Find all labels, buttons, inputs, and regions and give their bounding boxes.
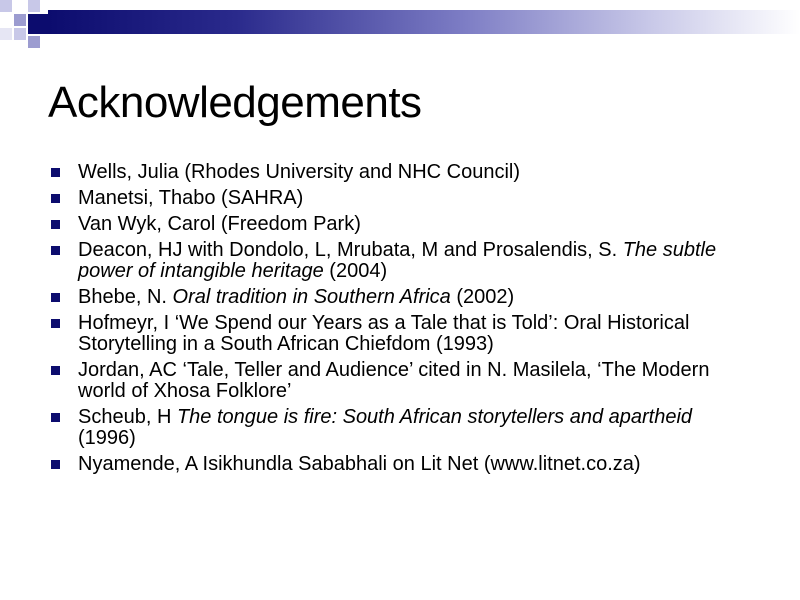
item-title: Oral tradition in Southern Africa bbox=[172, 286, 451, 308]
list-item bbox=[48, 407, 748, 449]
list-item bbox=[48, 360, 748, 402]
item-text: Scheub, H bbox=[78, 406, 177, 428]
header-gradient-bar bbox=[48, 10, 800, 34]
item-text: Deacon, HJ with Dondolo, L, Mrubata, M and Prosalendis, S. bbox=[78, 239, 623, 261]
bullet-icon bbox=[51, 168, 60, 177]
decor-square bbox=[28, 14, 48, 34]
bullet-icon bbox=[51, 319, 60, 328]
item-text: Van Wyk, Carol (Freedom Park) bbox=[78, 213, 361, 235]
item-text: Hofmeyr, I ‘We Spend our Years as a Tale that is Told’: Oral Historical Storytelling in a South African Chiefdom (1993) bbox=[78, 312, 690, 355]
list-item bbox=[48, 162, 748, 183]
item-text: Nyamende, A Isikhundla Sababhali on Lit Net (www.litnet.co.za) bbox=[78, 453, 641, 475]
bullet-icon bbox=[51, 246, 60, 255]
header-decoration bbox=[0, 0, 800, 60]
item-text: Manetsi, Thabo (SAHRA) bbox=[78, 187, 304, 209]
decor-square bbox=[0, 0, 12, 12]
list-item bbox=[48, 313, 748, 355]
list-item bbox=[48, 454, 748, 475]
list-item bbox=[48, 188, 748, 209]
slide-title: Acknowledgements bbox=[48, 78, 422, 127]
bullet-icon bbox=[51, 460, 60, 469]
item-suffix: (1996) bbox=[78, 427, 136, 449]
item-text: Jordan, AC ‘Tale, Teller and Audience’ cited in N. Masilela, ‘The Modern world of Xhosa Folklore’ bbox=[78, 359, 710, 402]
item-text: Wells, Julia (Rhodes University and NHC Council) bbox=[78, 161, 521, 183]
item-title: The subtle power of intangible heritage bbox=[78, 239, 717, 282]
list-item bbox=[48, 214, 748, 235]
list-item bbox=[48, 287, 748, 308]
list-item bbox=[48, 240, 748, 282]
item-suffix: (2004) bbox=[323, 260, 388, 282]
item-suffix: (2002) bbox=[450, 286, 515, 308]
decor-square bbox=[0, 28, 12, 40]
decor-square bbox=[14, 0, 26, 12]
bullet-icon bbox=[51, 293, 60, 302]
bullet-icon bbox=[51, 194, 60, 203]
decor-square bbox=[14, 14, 26, 26]
bullet-icon bbox=[51, 366, 60, 375]
decor-square bbox=[28, 36, 40, 48]
decor-square bbox=[14, 28, 26, 40]
bullet-icon bbox=[51, 220, 60, 229]
decor-square bbox=[28, 0, 40, 12]
item-text: Bhebe, N. bbox=[78, 286, 173, 308]
item-title: The tongue is fire: South African storytellers and apartheid bbox=[176, 406, 693, 428]
acknowledgements-list bbox=[48, 162, 748, 480]
bullet-icon bbox=[51, 413, 60, 422]
